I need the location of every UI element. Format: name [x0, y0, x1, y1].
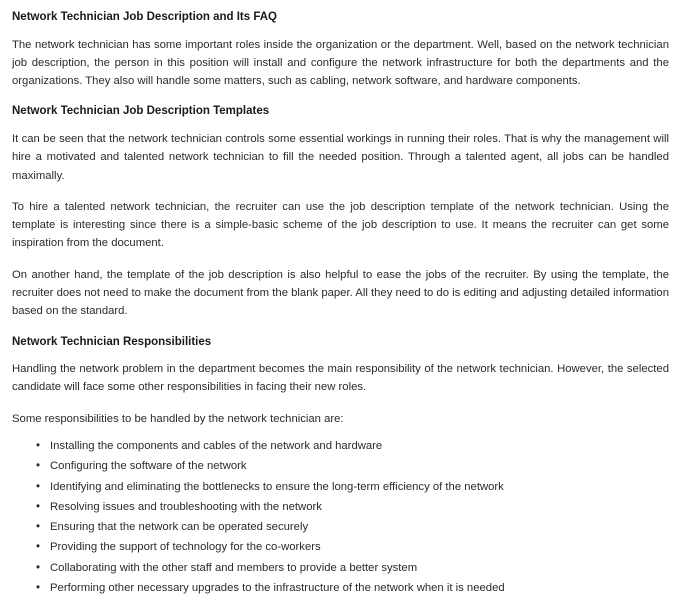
list-item: • Installing the components and cables of the network and hardware [50, 441, 669, 461]
list-item: • Ensuring that the network can be operated securely [50, 522, 669, 542]
templates-paragraph-3: On another hand, the template of the job description is also helpful to ease the jobs of the recruiter. By using the template, the recruiter does not need to make the document from the blank paper. All they need to do is editing and adjusting detailed information based on the standard. [12, 268, 669, 318]
list-item: • Performing other necessary upgrades to the infrastructure of the network when it is needed [50, 583, 669, 603]
list-item: • Resolving issues and troubleshooting with the network [50, 502, 669, 522]
responsibilities-paragraph-1: Handling the network problem in the department becomes the main responsibility of the network technician. However, the selected candidate will face some other responsibilities in facing their new roles. [12, 363, 669, 394]
responsibilities-list [12, 441, 669, 603]
section-heading-templates: Network Technician Job Description Templates [12, 105, 270, 118]
list-item: • Identifying and eliminating the bottlenecks to ensure the long-term efficiency of the network [50, 482, 669, 502]
responsibilities-paragraph-2: Some responsibilities to be handled by the network technician are: [12, 412, 344, 425]
templates-paragraph-1: It can be seen that the network technician controls some essential workings in running their roles. That is why the management will hire a motivated and talented network technician to fill the needed position. Through a talented agent, all jobs can be handled maximally. [12, 132, 669, 182]
list-item: • Providing the support of technology for the co-workers [50, 542, 669, 562]
page-title: Network Technician Job Description and Its FAQ [12, 11, 277, 23]
section-heading-responsibilities: Network Technician Responsibilities [12, 335, 212, 348]
list-item: • Configuring the software of the network [50, 461, 669, 481]
list-item: • Collaborating with the other staff and members to provide a better system [50, 563, 669, 583]
templates-paragraph-2: To hire a talented network technician, the recruiter can use the job description template of the network technician. Using the template is interesting since there is a simple-basic scheme of the job description to use. It means the recruiter can get some inspiration from the document. [12, 200, 669, 250]
intro-paragraph: The network technician has some important roles inside the organization or the department. Well, based on the network technician job description, the person in this position will install and configure the network infrastructure for both the departments and the organizations. They also will handle some matters, such as cabling, network software, and hardware components. [12, 38, 669, 88]
